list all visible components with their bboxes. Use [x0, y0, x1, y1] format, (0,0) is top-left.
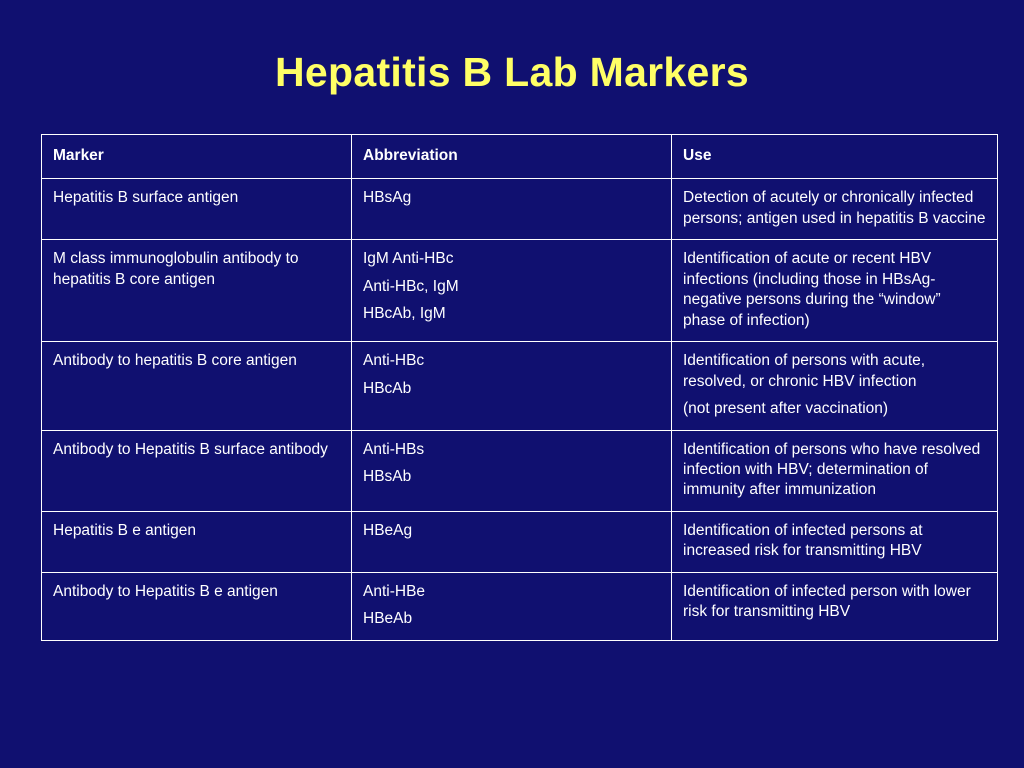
marker-text: Antibody to hepatitis B core antigen [53, 352, 297, 370]
column-header-marker: Marker [42, 135, 352, 179]
marker-text: Antibody to Hepatitis B surface antibody [53, 440, 328, 458]
cell-marker [42, 240, 352, 342]
table-header-row [42, 135, 998, 179]
table-header [42, 135, 998, 179]
cell-marker [42, 430, 352, 511]
table-row [42, 572, 998, 640]
cell-use [672, 430, 998, 511]
marker-text: Hepatitis B surface antigen [53, 189, 239, 207]
cell-abbreviation [352, 179, 672, 240]
column-header-abbreviation: Abbreviation [352, 135, 672, 179]
use-text: Detection of acutely or chronically infected persons; antigen used in hepatitis B vaccine [683, 189, 986, 227]
abbreviation-text: HBeAg [363, 521, 413, 539]
cell-use [672, 179, 998, 240]
table-body [42, 179, 998, 640]
cell-abbreviation [352, 572, 672, 640]
use-text: Identification of persons who have resolved infection with HBV; determination of immunity after immunization [683, 440, 981, 499]
table-row [42, 179, 998, 240]
abbreviation-text: HBsAb [363, 467, 412, 485]
column-header-use: Use [672, 135, 998, 179]
cell-abbreviation [352, 342, 672, 430]
abbreviation-text: HBcAb [363, 379, 412, 397]
use-note: (not present after vaccination) [683, 400, 889, 418]
marker-text: Hepatitis B e antigen [53, 521, 197, 539]
cell-abbreviation [352, 511, 672, 572]
use-text: Identification of infected persons at increased risk for transmitting HBV [683, 521, 923, 560]
hepatitis-b-lab-markers-table [41, 134, 998, 641]
abbreviation-text: IgM Anti-HBc [363, 250, 454, 268]
cell-marker [42, 572, 352, 640]
cell-marker [42, 342, 352, 430]
use-text: Identification of persons with acute, resolved, or chronic HBV infection [683, 352, 926, 390]
cell-marker [42, 511, 352, 572]
table-row [42, 430, 998, 511]
abbreviation-text: Anti-HBc, IgM [363, 277, 459, 295]
marker-text: Antibody to Hepatitis B e antigen [53, 582, 278, 600]
table-row [42, 511, 998, 572]
use-text: Identification of acute or recent HBV infections (including those in HBsAg-negative persons during the “window” phase of infection) [683, 250, 941, 329]
abbreviation-text: Anti-HBs [363, 440, 425, 458]
abbreviation-text: HBsAg [363, 189, 412, 207]
cell-abbreviation [352, 430, 672, 511]
cell-use [672, 240, 998, 342]
cell-use [672, 572, 998, 640]
abbreviation-text: Anti-HBe [363, 582, 426, 600]
marker-text: M class immunoglobulin antibody to hepatitis B core antigen [53, 250, 299, 288]
table-row [42, 342, 998, 430]
use-text: Identification of infected person with lower risk for transmitting HBV [683, 582, 971, 621]
page-title: Hepatitis B Lab Markers [275, 49, 749, 95]
abbreviation-text: Anti-HBc [363, 352, 425, 370]
abbreviation-text: HBcAb, IgM [363, 305, 446, 323]
table-row [42, 240, 998, 342]
abbreviation-text: HBeAb [363, 610, 413, 628]
cell-abbreviation [352, 240, 672, 342]
cell-use [672, 342, 998, 430]
cell-use [672, 511, 998, 572]
markers-table-container [41, 134, 997, 641]
cell-marker [42, 179, 352, 240]
